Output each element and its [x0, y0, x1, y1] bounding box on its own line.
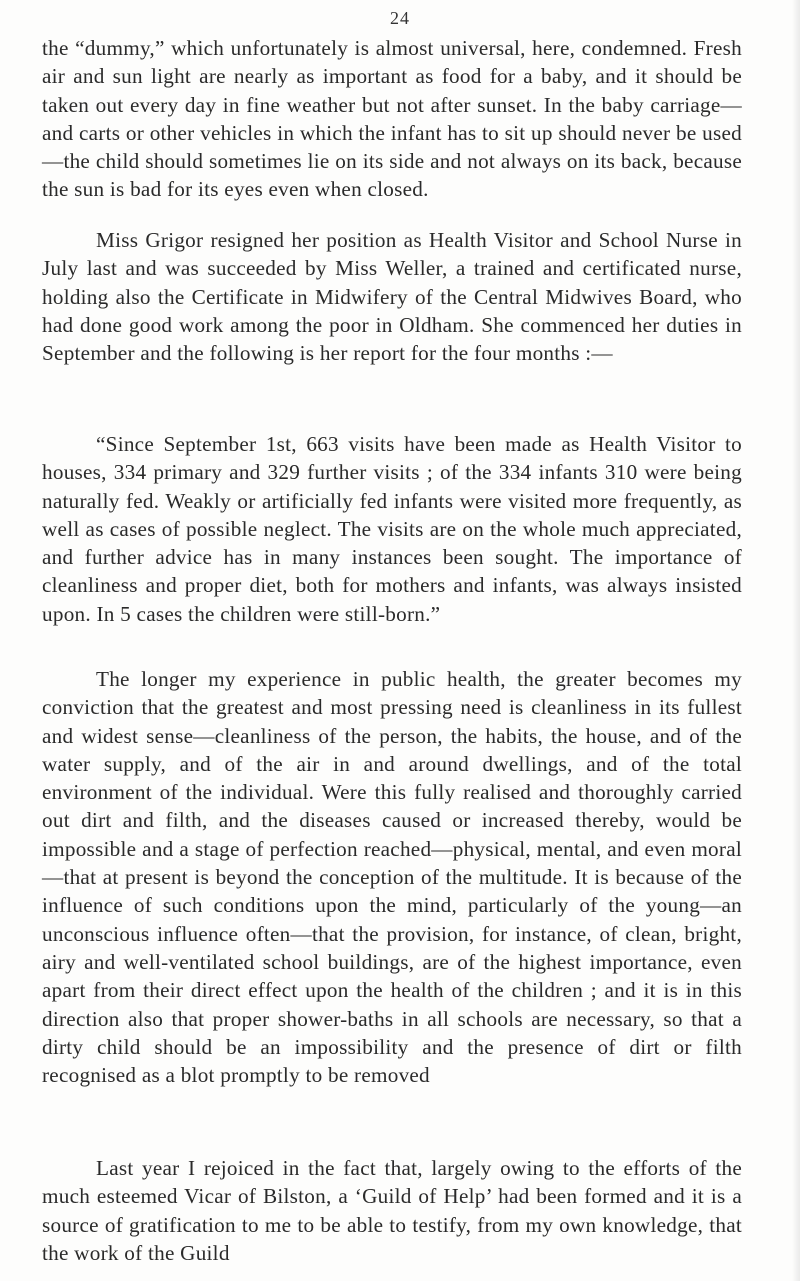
paragraph-cleanliness: The longer my experience in public health, the greater becomes my conviction that the greatest and most pressing need is cleanliness in its fullest and widest sense—cleanliness of the person, the habits, the house, and of the water supply, and of the air in and around dwellings, and of the total environment of the individual. Were this fully realised and thoroughly carried out dirt and filth, and the diseases caused or increased thereby, would be impossible and a stage of perfection reached—physical, mental, and even moral—that at present is beyond the conception of the multitude. It is because of the influence of such conditions upon the mind, particularly of the young—an unconscious influence often—that the provision, for instance, of clean, bright, airy and well-ventilated school buildings, are of the highest importance, even apart from their direct effect upon the health of the children ; and it is in this direction also that proper shower-baths in all schools are necessary, so that a dirty child should be an impossibility and the presence of dirt or filth recognised as a blot promptly to be removed — [42, 667, 742, 1088]
paragraph-dummy-fresh-air: the “dummy,” which unfortunately is almost universal, here, condemned. Fresh air and sun light are nearly as important as food for a baby, and it should be taken out every day in fine weather but not after sunset. In the baby carriage—and carts or other vehicles in which the infant has to sit up should never be used—the child should sometimes lie on its side and not always on its back, because the sun is bad for its eyes even when closed. — [42, 36, 742, 202]
paragraph-health-visitor-report: “Since September 1st, 663 visits have been made as Health Visitor to houses, 334 primary and 329 further visits ; of the 334 infants 310 were being naturally fed. Weakly or artificially fed infants were visited more frequently, as well as cases of possible neglect. The visits are on the whole much appreciated, and further advice has in many instances been sought. The importance of cleanliness and proper diet, both for mothers and infants, was always insisted upon. In 5 cases the children were still-born.” — [42, 432, 742, 626]
paragraph-health-visitor-appointment: Miss Grigor resigned her position as Health Visitor and School Nurse in July last and was succeeded by Miss Weller, a trained and certificated nurse, holding also the Certificate in Midwifery of the Central Midwives Board, who had done good work among the poor in Oldham. She commenced her duties in September and the following is her report for the four months :— — [42, 228, 742, 366]
paragraph-guild-of-help: Last year I rejoiced in the fact that, largely owing to the efforts of the much esteemed Vicar of Bilston, a ‘Guild of Help’ had been formed and it is a source of gratification to me to be able to testify, from my own knowledge, that the work of the Guild — [42, 1156, 742, 1265]
page-number: 24 — [390, 8, 410, 28]
page-edge-shadow — [792, 0, 800, 1281]
